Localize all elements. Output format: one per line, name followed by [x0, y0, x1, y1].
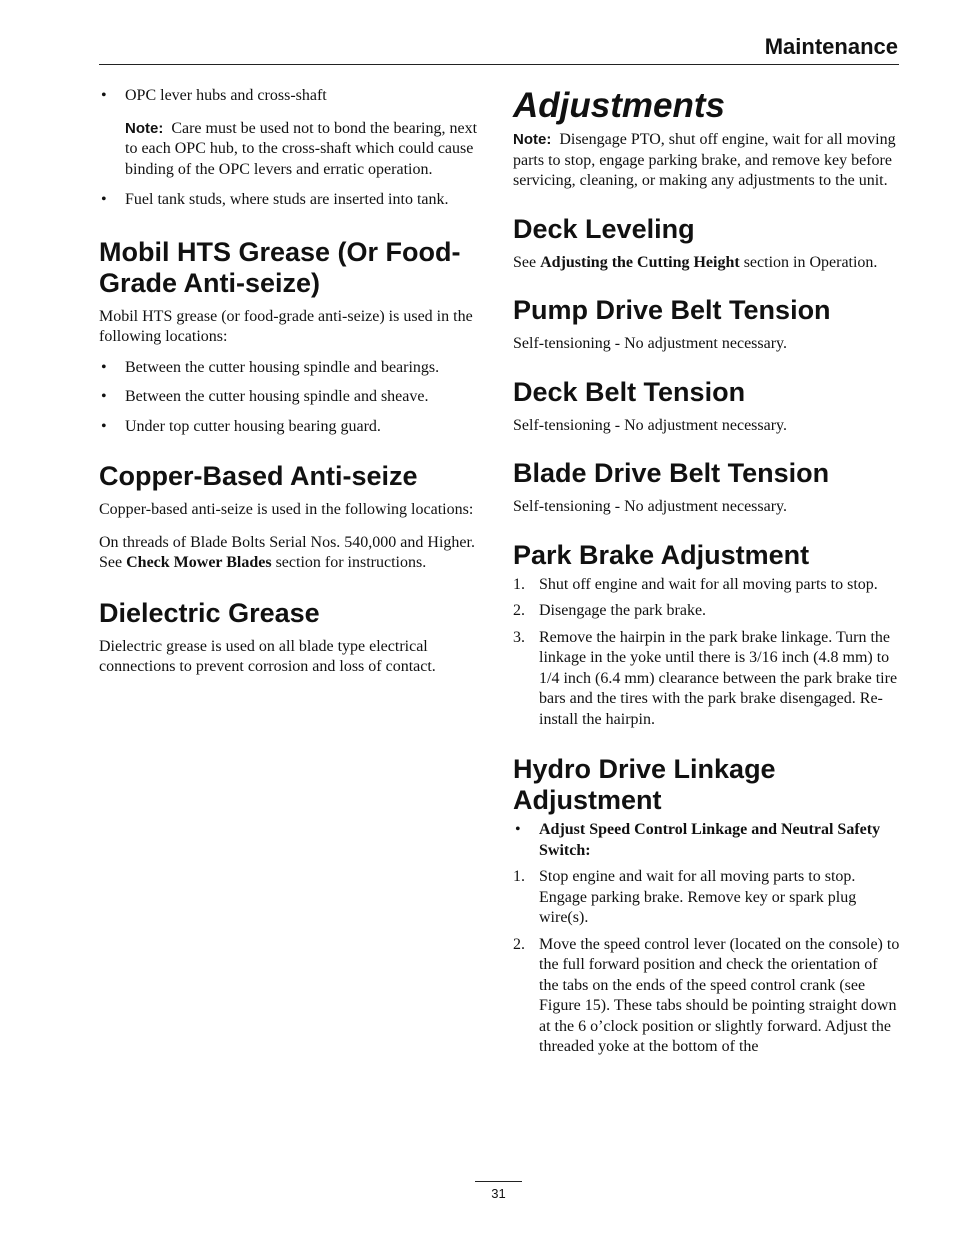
section-heading-park-brake: Park Brake Adjustment: [513, 539, 810, 570]
note-label: Note:: [513, 131, 552, 148]
mobil-intro: Mobil HTS grease (or food-grade anti-seize) is used in the following locations:: [99, 307, 473, 345]
section-heading-deck-belt: Deck Belt Tension: [513, 376, 746, 407]
top-bullet-list-2: [99, 190, 487, 211]
deck-belt-text: Self-tensioning - No adjustment necessary.: [513, 416, 788, 434]
list-item: 3. Remove the hairpin in the park brake linkage. Turn the linkage in the yoke until there is 3/16 inch (4.8 mm) to 1/4 inch (6.4 mm) clearance between the park brake tire bars and the tires with the park brake disengaged. Re-install the hairpin.: [513, 628, 898, 728]
right-column: [513, 86, 901, 1064]
note-text: Disengage PTO, shut off engine, wait for all moving parts to stop, engage parking brake, and remove key before servicing, cleaning, or making any adjustments to the unit.: [513, 131, 896, 189]
dielectric-text: Dielectric grease is used on all blade type electrical connections to prevent corrosion and loss of contact.: [99, 637, 436, 675]
hydro-bullet-list: [513, 820, 901, 861]
adjustments-note: [513, 130, 901, 192]
blade-belt-text: Self-tensioning - No adjustment necessary.: [513, 498, 788, 515]
footer-divider: [475, 1181, 522, 1182]
list-item: • OPC lever hubs and cross-shaft: [99, 86, 487, 107]
list-item: 1. Stop engine and wait for all moving parts to stop. Engage parking brake. Remove key or spark plug wire(s).: [513, 868, 857, 926]
section-heading-pump-belt: Pump Drive Belt Tension: [513, 295, 831, 325]
page-number: 31: [491, 1186, 506, 1201]
deck-leveling-text: See Adjusting the Cutting Height section in Operation.: [513, 253, 878, 271]
section-heading-copper: Copper-Based Anti-seize: [99, 461, 418, 491]
list-item: 2. Disengage the park brake.: [513, 602, 707, 619]
opc-note: [99, 119, 487, 181]
check-mower-blades-ref: Check Mower Blades: [126, 554, 272, 571]
left-column: [99, 86, 487, 688]
page-header-title: Maintenance: [764, 34, 898, 59]
header-divider: [99, 64, 899, 65]
section-heading-hydro: Hydro Drive Linkage Adjustment: [513, 754, 776, 815]
copper-blade-bolts: On threads of Blade Bolts Serial Nos. 540,000 and Higher. See Check Mower Blades section for instructions.: [99, 533, 475, 571]
top-bullet-list: [99, 86, 487, 107]
list-item: • Adjust Speed Control Linkage and Neutral Safety Switch:: [513, 820, 901, 861]
park-brake-steps: [513, 575, 901, 731]
cutting-height-ref: Adjusting the Cutting Height: [540, 253, 740, 271]
copper-intro: Copper-based anti-seize is used in the following locations:: [99, 501, 474, 518]
list-item: 2. Move the speed control lever (located on the console) to the full forward position and check the orientation of the tabs on the ends of the speed control crank (see Figure 15). These tabs should be pointing straight down at the 6 o’clock position or slightly forward. Adjust the threaded yoke at the bottom of the: [513, 935, 900, 1055]
section-heading-mobil-hts: Mobil HTS Grease (Or Food-Grade Anti-seize): [99, 236, 461, 298]
list-item: 1. Shut off engine and wait for all moving parts to stop.: [513, 575, 878, 593]
list-item: • Between the cutter housing spindle and sheave.: [99, 387, 487, 408]
section-heading-dielectric: Dielectric Grease: [99, 597, 320, 628]
list-item: • Fuel tank studs, where studs are inserted into tank.: [99, 190, 487, 211]
pump-belt-text: Self-tensioning - No adjustment necessary.: [513, 335, 788, 352]
section-heading-deck-leveling: Deck Leveling: [513, 213, 695, 244]
list-item: • Under top cutter housing bearing guard.: [99, 417, 487, 438]
note-text: Care must be used not to bond the bearing, next to each OPC hub, to the cross-shaft which could cause binding of the OPC levers and erratic operation.: [125, 119, 478, 178]
hydro-steps: [513, 867, 901, 1058]
page-title: Adjustments: [513, 86, 725, 125]
mobil-bullet-list: [99, 358, 487, 438]
note-label: Note:: [125, 119, 164, 137]
section-heading-blade-belt: Blade Drive Belt Tension: [513, 458, 830, 488]
list-item: • Between the cutter housing spindle and bearings.: [99, 358, 487, 379]
